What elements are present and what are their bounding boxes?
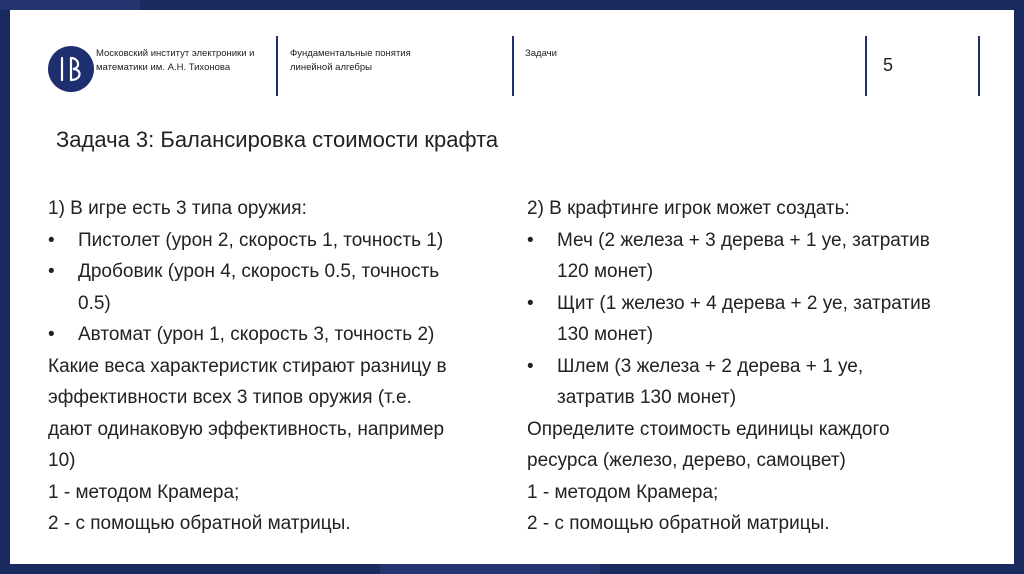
right-column: [527, 193, 997, 540]
course-name: Фундаментальные понятия линейной алгебры: [290, 48, 411, 73]
right-text-line: 2 - с помощью обратной матрицы.: [527, 513, 830, 534]
bullet-marker: •: [527, 229, 534, 251]
institute-name: Московский институт электроники и математики им. А.Н. Тихонова: [96, 48, 255, 73]
header-divider: [865, 36, 867, 96]
bullet-text: Щит (1 железо + 4 дерева + 2 уе, затратив 130 монет): [557, 292, 931, 345]
right-bullet: [527, 288, 997, 351]
bullet-text: Автомат (урон 1, скорость 3, точность 2): [78, 324, 435, 345]
bullet-text: Пистолет (урон 2, скорость 1, точность 1): [78, 229, 444, 251]
bullet-text: Дробовик (урон 4, скорость 0.5, точность 0.5): [78, 261, 440, 314]
left-text-line: Какие веса характеристик стирают разницу в: [48, 355, 447, 377]
background-decoration: [0, 0, 140, 10]
background-decoration: [380, 564, 600, 574]
bullet-text: Меч (2 железа + 3 дерева + 1 уе, затратив 120 монет): [557, 229, 930, 282]
right-text-line: Определите стоимость единицы каждого: [527, 418, 890, 440]
left-text-line: 10): [48, 450, 76, 471]
bullet-text: Шлем (3 железа + 2 дерева + 1 уе, затратив 130 монет): [557, 355, 864, 408]
left-text-line: дают одинаковую эффективность, например: [48, 418, 445, 440]
left-text-line: 2 - с помощью обратной матрицы.: [48, 513, 351, 534]
left-bullet: [48, 225, 508, 257]
slide-title: Задача 3: Балансировка стоимости крафта: [56, 127, 499, 152]
header-divider: [978, 36, 980, 96]
right-intro: 2) В крафтинге игрок может создать:: [527, 198, 850, 219]
header-divider: [512, 36, 514, 96]
bullet-marker: •: [48, 261, 55, 282]
left-column: [48, 193, 508, 540]
hse-logo: [48, 46, 94, 92]
slide: [10, 10, 1014, 564]
left-bullet: [48, 319, 508, 351]
right-text-line: 1 - методом Крамера;: [527, 481, 719, 503]
header-divider: [276, 36, 278, 96]
bullet-marker: •: [527, 292, 534, 314]
left-text-line: эффективности всех 3 типов оружия (т.е.: [48, 387, 412, 408]
bullet-marker: •: [48, 324, 55, 345]
left-text-line: 1 - методом Крамера;: [48, 481, 240, 503]
right-bullet: [527, 351, 997, 414]
section-name: Задачи: [525, 48, 557, 59]
right-text-line: ресурса (железо, дерево, самоцвет): [527, 450, 846, 471]
hse-logo-icon: [48, 46, 94, 92]
left-intro: 1) В игре есть 3 типа оружия:: [48, 198, 307, 219]
bullet-marker: •: [527, 355, 534, 377]
left-bullet: [48, 256, 508, 319]
page-number: 5: [883, 55, 894, 75]
bullet-marker: •: [48, 229, 55, 251]
right-bullet: [527, 225, 997, 288]
